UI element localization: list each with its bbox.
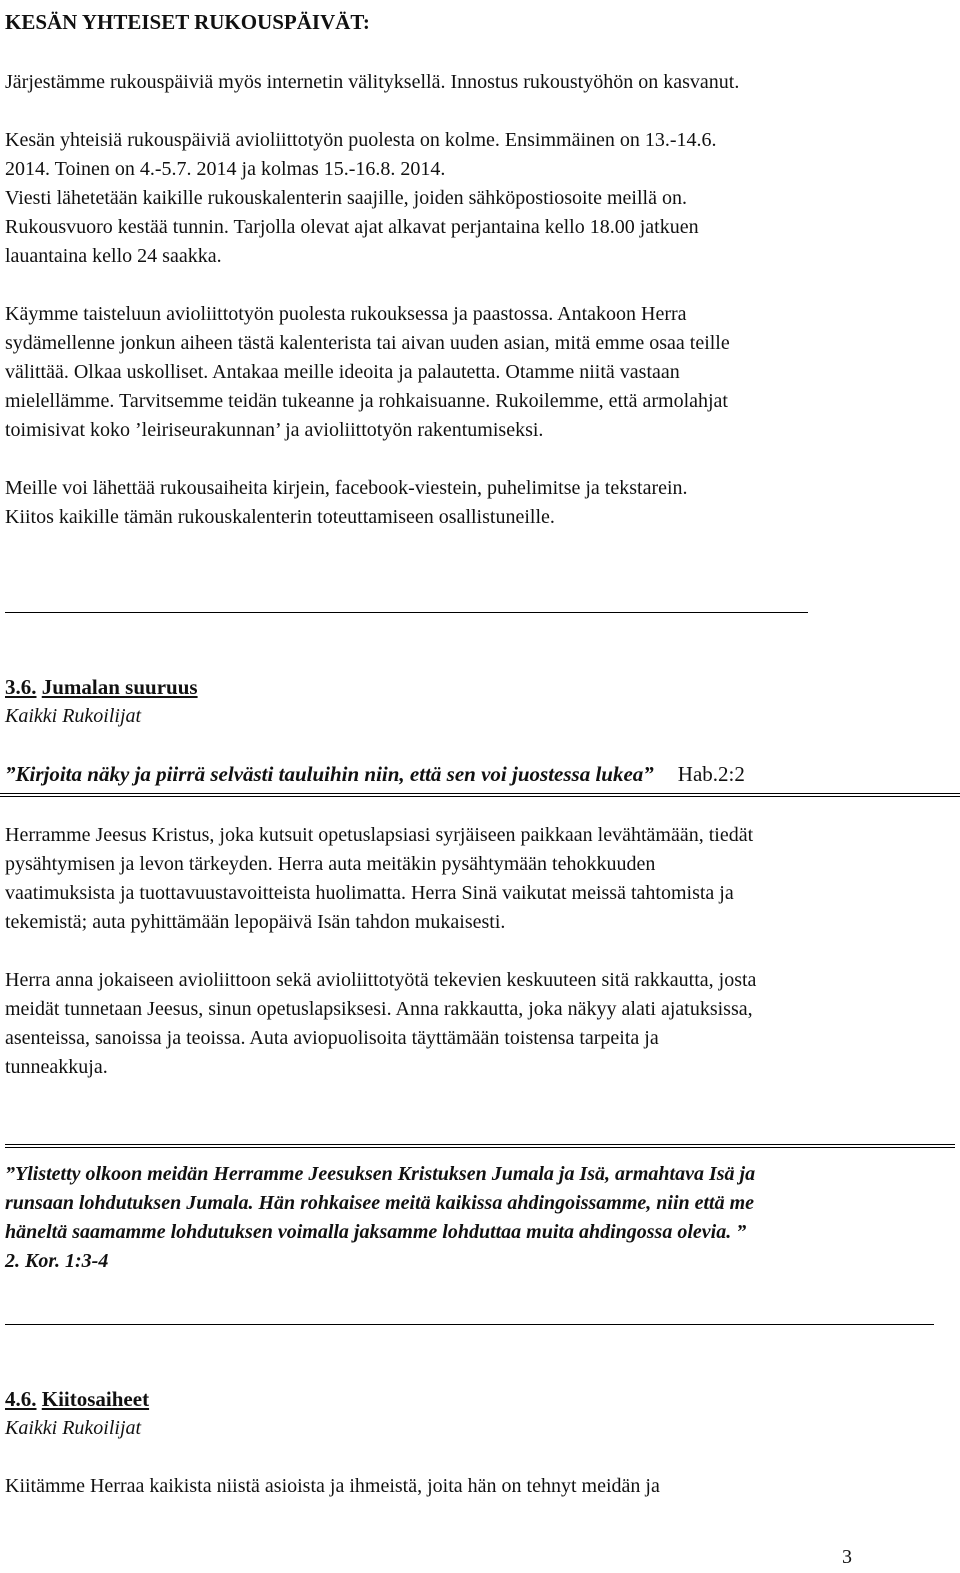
text-line: sydämellenne jonkun aiheen tästä kalenterista tai aivan uuden asian, mitä emme osaa teille bbox=[5, 332, 730, 354]
section-number: 3.6. bbox=[5, 675, 37, 699]
intro-paragraph: Järjestämme rukouspäiviä myös internetin välityksellä. Innostus rukoustyöhön on kasvanut. bbox=[5, 71, 740, 93]
section-subtitle: Kaikki Rukoilijat bbox=[5, 705, 142, 727]
text-line: 2014. Toinen on 4.-5.7. 2014 ja kolmas 15.-16.8. 2014. bbox=[5, 158, 446, 180]
prayer-paragraph bbox=[5, 966, 955, 1082]
text-line: mielellämme. Tarvitsemme teidän tukeanne ja rohkaisuanne. Rukoilemme, että armolahjat bbox=[5, 390, 728, 412]
section-name: Kiitosaiheet bbox=[41, 1387, 150, 1411]
verse-reference: Hab.2:2 bbox=[677, 762, 745, 786]
text-line: meidät tunnetaan Jeesus, sinun opetuslapsiksesi. Anna rakkautta, joka näkyy alati ajatuksissa, bbox=[5, 998, 753, 1020]
bible-quote-block bbox=[5, 1160, 955, 1276]
schedule-paragraph bbox=[5, 126, 955, 271]
text-line: Viesti lähetetään kaikille rukouskalenterin saajille, joiden sähköpostiosoite meillä on. bbox=[5, 187, 687, 209]
section-subtitle: Kaikki Rukoilijat bbox=[5, 1417, 142, 1439]
document-page bbox=[5, 0, 955, 1501]
call-paragraph bbox=[5, 300, 955, 445]
contact-paragraph bbox=[5, 474, 955, 532]
text-line: Herramme Jeesus Kristus, joka kutsuit opetuslapsiasi syrjäiseen paikkaan levähtämään, tiedät bbox=[5, 824, 754, 846]
text-line: pysähtymisen ja levon tärkeyden. Herra auta meitäkin pysähtymään tehokkuuden bbox=[5, 853, 656, 875]
section-number: 4.6. bbox=[5, 1387, 37, 1411]
text-line: vaatimuksista ja tuottavuustavoitteista huolimatta. Herra Sinä vaikutat meissä tahtomista ja bbox=[5, 882, 734, 904]
text-line: Kesän yhteisiä rukouspäiviä avioliittotyön puolesta on kolme. Ensimmäinen on 13.-14.6. bbox=[5, 129, 717, 151]
thanks-paragraph: Kiitämme Herraa kaikista niistä asioista ja ihmeistä, joita hän on tehnyt meidän ja bbox=[5, 1475, 660, 1497]
text-line: lauantaina kello 24 saakka. bbox=[5, 245, 222, 267]
text-line: ”Ylistetty olkoon meidän Herramme Jeesuksen Kristuksen Jumala ja Isä, armahtava Isä ja bbox=[5, 1163, 756, 1185]
prayer-paragraph bbox=[5, 821, 955, 937]
text-line: Kiitos kaikille tämän rukouskalenterin toteuttamiseen osallistuneille. bbox=[5, 506, 555, 528]
text-line: häneltä saamamme lohdutuksen voimalla jaksamme lohduttaa muita ahdingossa olevia. ” bbox=[5, 1221, 747, 1243]
section-name: Jumalan suuruus bbox=[41, 675, 198, 699]
text-line: Herra anna jokaiseen avioliittoon sekä avioliittotyötä tekevien keskuuteen sitä rakkautta, josta bbox=[5, 969, 757, 991]
text-line: Rukousvuoro kestää tunnin. Tarjolla olevat ajat alkavat perjantaina kello 18.00 jatkuen bbox=[5, 216, 699, 238]
text-line: Käymme taisteluun avioliittotyön puolesta rukouksessa ja paastossa. Antakoon Herra bbox=[5, 303, 687, 325]
text-line: tekemistä; auta pyhittämään lepopäivä Isän tahdon mukaisesti. bbox=[5, 911, 506, 933]
page-number: 3 bbox=[842, 1546, 852, 1568]
text-line: runsaan lohdutuksen Jumala. Hän rohkaisee meitä kaikissa ahdingoissamme, niin että me bbox=[5, 1192, 755, 1214]
verse-quote: ”Kirjoita näky ja piirrä selvästi tauluihin niin, että sen voi juostessa lukea” bbox=[5, 762, 654, 786]
section-title-4-6 bbox=[5, 1385, 955, 1414]
bible-verse bbox=[5, 760, 955, 789]
quote-reference: 2. Kor. 1:3-4 bbox=[5, 1250, 109, 1272]
text-line: asenteissa, sanoissa ja teoissa. Auta aviopuolisoita täyttämään toistensa tarpeita ja bbox=[5, 1027, 659, 1049]
text-line: Meille voi lähettää rukousaiheita kirjein, facebook-viestein, puhelimitse ja tekstarein. bbox=[5, 477, 688, 499]
page-heading: KESÄN YHTEISET RUKOUSPÄIVÄT: bbox=[5, 10, 370, 34]
text-line: toimisivat koko ’leiriseurakunnan’ ja avioliittotyön rakentumiseksi. bbox=[5, 419, 544, 441]
section-title-3-6 bbox=[5, 673, 955, 702]
text-line: välittää. Olkaa uskolliset. Antakaa meille ideoita ja palautetta. Otamme niitä vastaan bbox=[5, 361, 680, 383]
text-line: tunneakkuja. bbox=[5, 1056, 108, 1078]
